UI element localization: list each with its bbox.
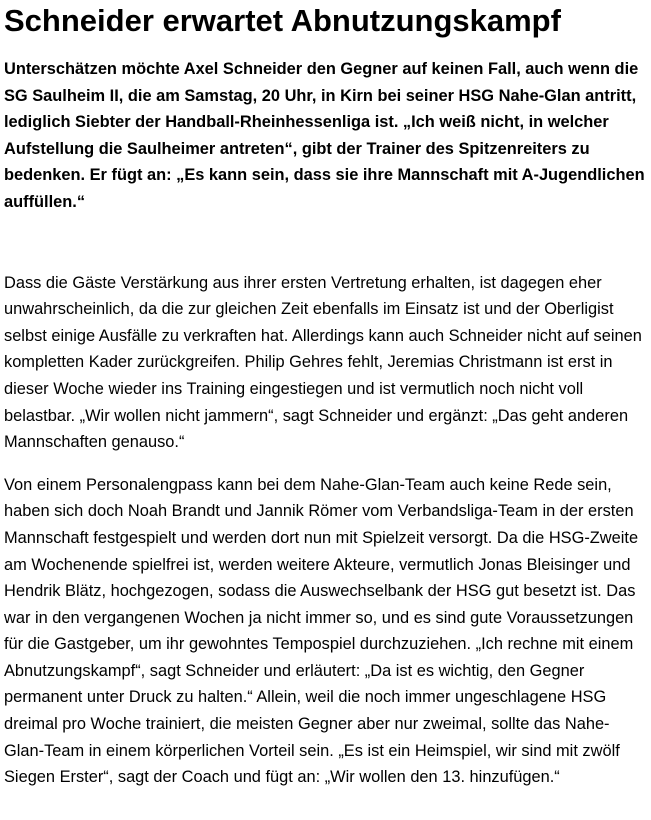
- body-paragraph-1: Dass die Gäste Verstärkung aus ihrer ersten Vertretung erhalten, ist dagegen eher unwahrscheinlich, da die zur gleichen Zeit ebenfalls im Einsatz ist und der Oberligist selbst einige Ausfälle zu verkraften hat. Allerdings kann auch Schneider nicht auf seinen kompletten Kader zurückgreifen. Philip Gehres fehlt, Jeremias Christmann ist erst in dieser Woche wieder ins Training eingestiegen und ist vermutlich noch nicht voll belastbar. „Wir wollen nicht jammern“, sagt Schneider und ergänzt: „Das geht anderen Mannschaften genauso.“: [4, 273, 642, 452]
- article-lead: Unterschätzen möchte Axel Schneider den Gegner auf keinen Fall, auch wenn die SG Saulheim II, die am Samstag, 20 Uhr, in Kirn bei seiner HSG Nahe-Glan antritt, lediglich Siebter der Handball-Rheinhessenliga ist. „Ich weiß nicht, in welcher Aufstellung die Saulheimer antreten“, gibt der Trainer des Spitzenreiters zu bedenken. Er fügt an: „Es kann sein, dass sie ihre Mannschaft mit A-Jugendlichen auffüllen.“: [4, 60, 645, 211]
- body-paragraph-2: Von einem Personalengpass kann bei dem Nahe-Glan-Team auch keine Rede sein, haben sich doch Noah Brandt und Jannik Römer vom Verbandsliga-Team in der ersten Mannschaft festgespielt und werden dort nun mit Spielzeit versorgt. Da die HSG-Zweite am Wochenende spielfrei ist, werden weitere Akteure, vermutlich Jonas Bleisinger und Hendrik Blätz, hochgezogen, sodass die Auswechselbank der HSG gut besetzt ist. Das war in den vergangenen Wochen ja nicht immer so, und es sind gute Voraussetzungen für die Gastgeber, um ihr gewohntes Tempospiel durchzuziehen. „Ich rechne mit einem Abnutzungskampf“, sagt Schneider und erläutert: „Da ist es wichtig, den Gegner permanent unter Druck zu halten.“ Allein, weil die noch immer ungeschlagene HSG dreimal pro Woche trainiert, die meisten Gegner aber nur zweimal, sollte das Nahe-Glan-Team in einem körperlichen Vorteil sein. „Es ist ein Heimspiel, wir sind mit zwölf Siegen Erster“, sagt der Coach und fügt an: „Wir wollen den 13. hinzufügen.“: [4, 475, 639, 787]
- section-spacer: [4, 216, 647, 270]
- article-headline: Schneider erwartet Abnutzungskampf: [4, 3, 561, 38]
